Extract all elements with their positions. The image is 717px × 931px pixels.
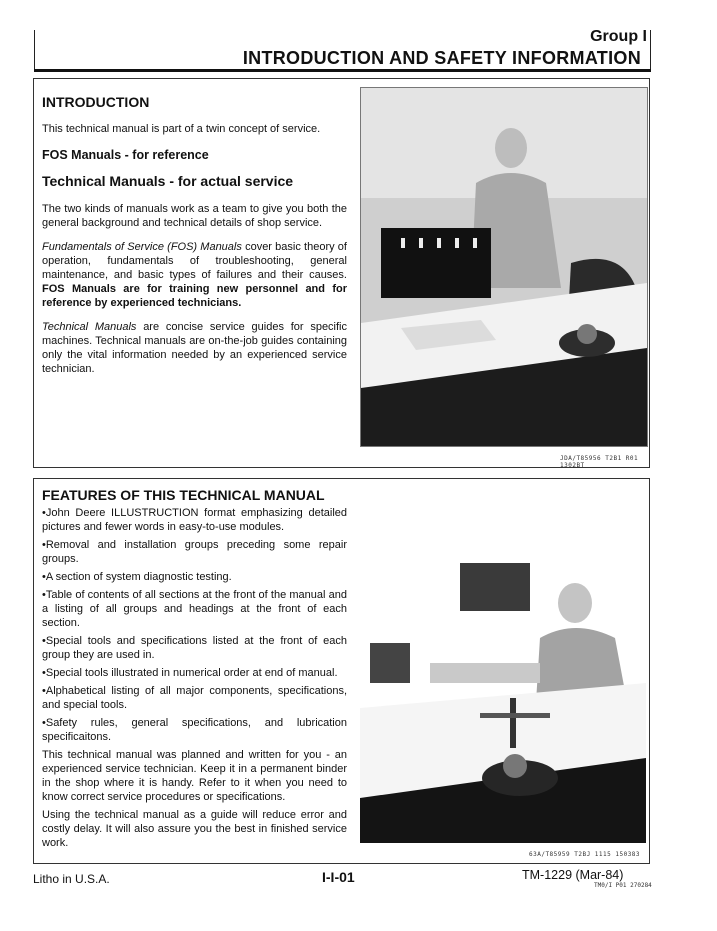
feature-item: •A section of system diagnostic testing. bbox=[42, 571, 232, 583]
tm-term: Technical Manuals bbox=[42, 321, 137, 333]
fos-description: cover basic theory of operation, fundamentals of troubleshooting, general maintenance, and basic types of failures and their causes. bbox=[42, 241, 347, 281]
fos-term: Fundamentals of Service (FOS) Manuals bbox=[42, 241, 242, 253]
feature-closing-para: Using the technical manual as a guide will reduce error and costly delay. It will also assure you the best in finished service work. bbox=[42, 809, 347, 849]
footer-litho: Litho in U.S.A. bbox=[33, 872, 110, 886]
feature-item: •Special tools illustrated in numerical order at end of manual. bbox=[42, 667, 338, 679]
intro-photo-credit: JDA/T85956 T2B1 R01 1302BT bbox=[560, 455, 639, 469]
intro-lead: This technical manual is part of a twin concept of service. bbox=[42, 123, 321, 135]
feature-item: •John Deere ILLUSTRUCTION format emphasizing detailed pictures and fewer words in easy-to-use modules. bbox=[42, 507, 347, 533]
feature-item: •Special tools and specifications listed at the front of each group they are used in. bbox=[42, 635, 347, 661]
features-photo-credit: 63A/T85959 T2BJ 1115 150383 bbox=[529, 851, 641, 858]
feature-item: •Alphabetical listing of all major components, specifications, and special tools. bbox=[42, 685, 347, 711]
features-heading: FEATURES OF THIS TECHNICAL MANUAL bbox=[42, 487, 325, 503]
footer-manual-id: TM-1229 (Mar-84) bbox=[522, 868, 624, 882]
page-title: INTRODUCTION AND SAFETY INFORMATION bbox=[242, 48, 641, 68]
introduction-text bbox=[42, 95, 347, 386]
features-text bbox=[42, 488, 347, 854]
feature-item: •Table of contents of all sections at the front of the manual and a listing of all groups and headings at the front of each section. bbox=[42, 589, 347, 629]
intro-para-3 bbox=[42, 320, 347, 376]
fos-subheading: FOS Manuals - for reference bbox=[42, 148, 209, 162]
tm-description: are concise service guides for specific machines. Technical manuals are on-the-job guides containing only the vital information needed by an experienced service technician. bbox=[42, 321, 347, 375]
footer-page-number: I-I-01 bbox=[322, 869, 355, 885]
header-right-bar bbox=[650, 30, 651, 70]
tm-subheading: Technical Manuals - for actual service bbox=[42, 173, 294, 189]
header-rule bbox=[34, 69, 651, 72]
fos-training-note: FOS Manuals are for training new personnel and for reference by experienced technicians. bbox=[42, 283, 347, 309]
intro-photo bbox=[360, 87, 648, 447]
feature-item: •Safety rules, general specifications, and lubrication specificaitons. bbox=[42, 717, 347, 743]
feature-item: •Removal and installation groups preceding some repair groups. bbox=[42, 539, 347, 565]
footer-manual-code: TM0/I P01 270284 bbox=[594, 882, 652, 889]
introduction-section bbox=[33, 78, 650, 468]
features-photo bbox=[360, 543, 646, 843]
features-section bbox=[33, 478, 650, 864]
header-group: Group I bbox=[590, 28, 647, 45]
header-left-bar bbox=[34, 30, 35, 70]
intro-para-2 bbox=[42, 240, 347, 310]
introduction-heading: INTRODUCTION bbox=[42, 94, 150, 110]
feature-closing-para: This technical manual was planned and written for you - an experienced service technician. Keep it in a permanent binder in the shop where it is handy. Refer to it when you need to know correct service procedures or specifications. bbox=[42, 749, 347, 803]
intro-para-1: The two kinds of manuals work as a team to give you both the general background and technical details of shop service. bbox=[42, 203, 347, 229]
